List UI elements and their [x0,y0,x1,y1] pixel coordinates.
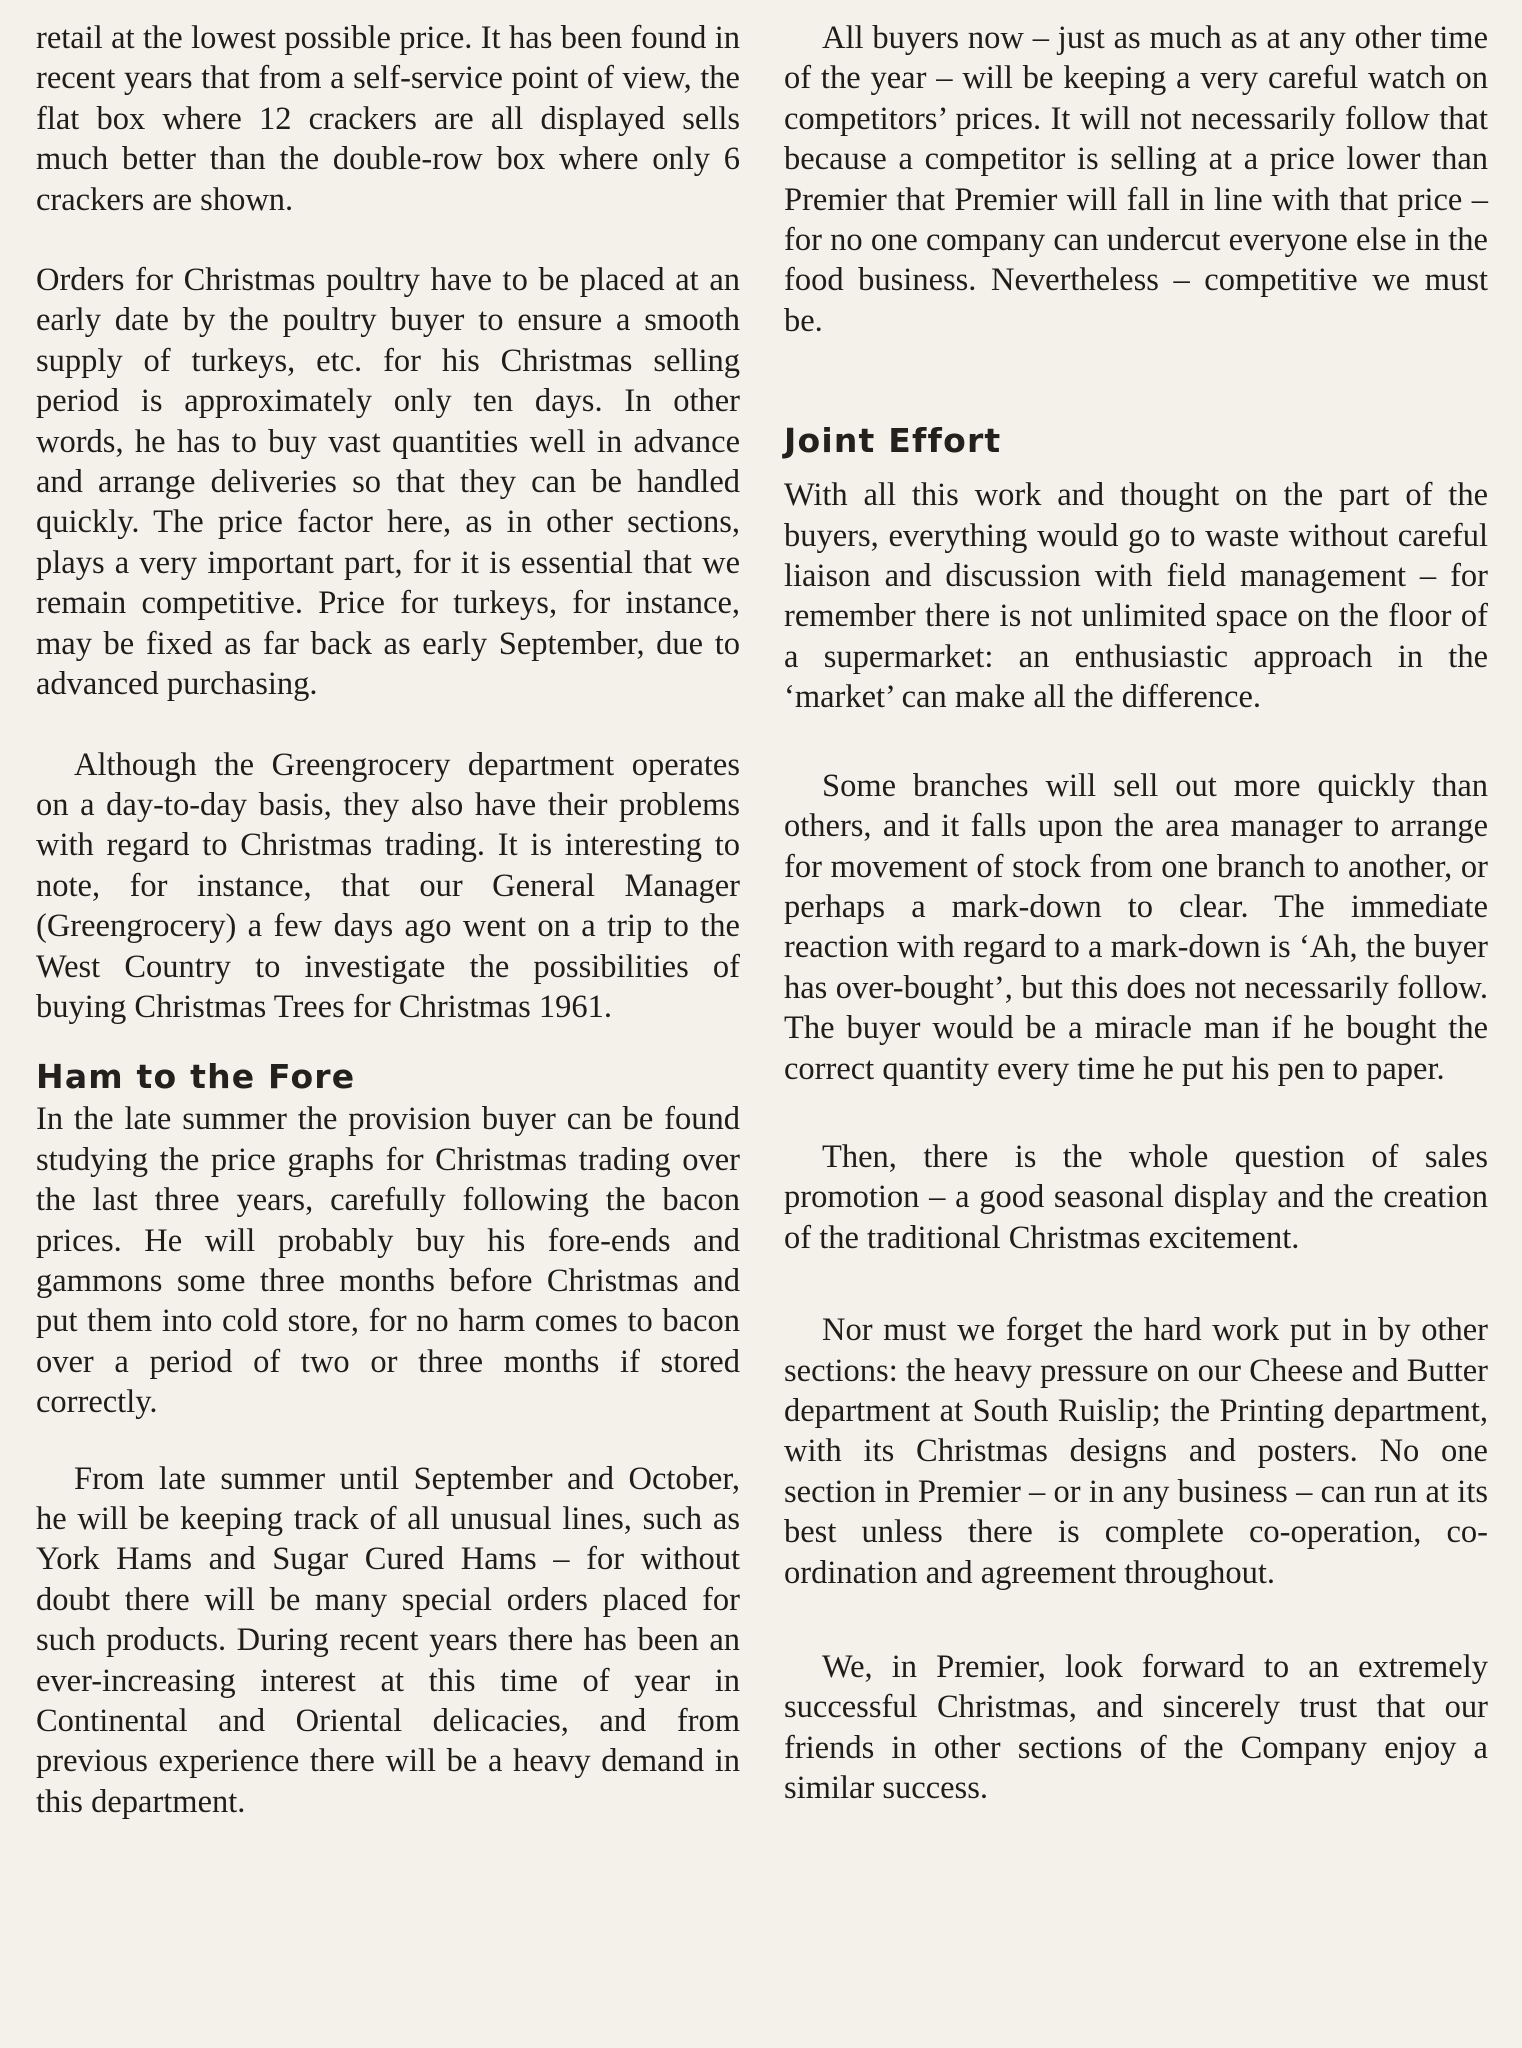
right-column [784,18,1488,1809]
heading-joint-effort: Joint Effort [784,421,1002,461]
paragraph-competitors-prices: All buyers now – just as much as at any other time of the year – will be keeping a very careful watch on competitors’ prices. It will not necessarily follow that because a competitor is selling at a price lower than Premier that Premier will fall in line with that price – for no one company can undercut everyone else in the food business. Nevertheless – competitive we must be. [784,20,1488,339]
paragraph-crackers: retail at the lowest possible price. It has been found in recent years that from a self-service point of view, the flat box where 12 crackers are all displayed sells much better than the double-row box where only 6 crackers are shown. [36,20,740,218]
paragraph-greengrocery: Although the Greengrocery department operates on a day-to-day basis, they also have their problems with regard to Christmas trading. It is interesting to note, for instance, that our General Manager (Greengrocery) a few days ago went on a trip to the West Country to investigate the possibilities of buying Christmas Trees for Christmas 1961. [36,746,740,1025]
paragraph-sales-promotion: Then, there is the whole question of sales promotion – a good seasonal display and the creation of the traditional Christmas excitement. [784,1138,1488,1256]
paragraph-liaison: With all this work and thought on the part of the buyers, everything would go to waste without careful liaison and discussion with field management – for remember there is not unlimited space on the floor of a supermarket: an enthusiastic approach in the ‘market’ can make all the difference. [784,477,1488,716]
paragraph-closing: We, in Premier, look forward to an extremely successful Christmas, and sincerely trust that our friends in other sections of the Company enjoy a similar success. [784,1649,1488,1807]
left-column [36,18,740,1822]
paragraph-other-sections: Nor must we forget the hard work put in by other sections: the heavy pressure on our Cheese and Butter department at South Ruislip; the Printing department, with its Christmas designs and posters. No one section in Premier – or in any business – can run at its best unless there is complete co-operation, co-ordination and agreement throughout. [784,1312,1488,1591]
heading-ham-to-the-fore: Ham to the Fore [36,1057,356,1097]
paragraph-unusual-lines: From late summer until September and October, he will be keeping track of all unusual lines, such as York Hams and Sugar Cured Hams – for without doubt there will be many special orders placed for such products. During recent years there has been an ever-increasing interest at this time of year in Continental and Oriental delicacies, and from previous experience there will be a heavy demand in this department. [36,1460,740,1820]
paragraph-poultry: Orders for Christmas poultry have to be placed at an early date by the poultry buyer to ensure a smooth supply of turkeys, etc. for his Christmas selling period is approximately only ten days. In other words, he has to buy vast quantities well in advance and arrange deliveries so that they can be handled quickly. The price factor here, as in other sections, plays a very important part, for it is essential that we remain competitive. Price for turkeys, for instance, may be fixed as far back as early September, due to advanced purchasing. [36,262,740,703]
paragraph-branches: Some branches will sell out more quickly than others, and it falls upon the area manager to arrange for movement of stock from one branch to another, or perhaps a mark-down to clear. The immediate reaction with regard to a mark-down is ‘Ah, the buyer has over-bought’, but this does not necessarily follow. The buyer would be a miracle man if he bought the correct quantity every time he put his pen to paper. [784,767,1488,1087]
paragraph-provision-buyer: In the late summer the provision buyer can be found studying the price graphs for Christmas trading over the last three years, carefully following the bacon prices. He will probably buy his fore-ends and gammons some three months before Christmas and put them into cold store, for no harm comes to bacon over a period of two or three months if stored correctly. [36,1101,740,1421]
